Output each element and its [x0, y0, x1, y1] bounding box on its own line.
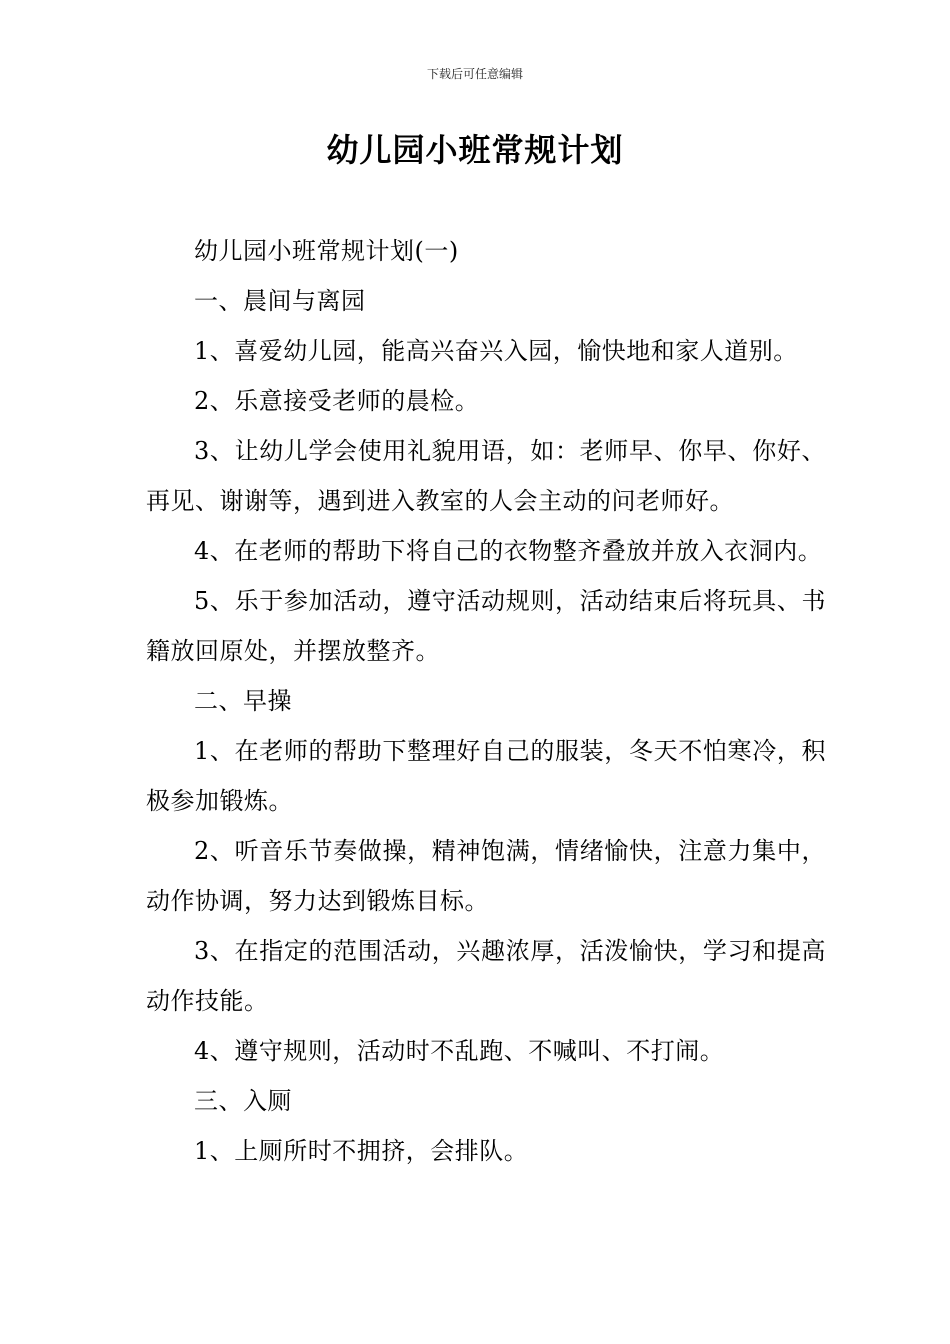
section-heading-exercise: 二、早操 — [194, 687, 292, 715]
paragraph: 2、乐意接受老师的晨检。 — [194, 387, 480, 415]
section-heading-toilet: 三、入厕 — [194, 1087, 292, 1115]
paragraph: 1、在老师的帮助下整理好自己的服装，冬天不怕寒冷，积极参加锻炼。 — [146, 737, 826, 815]
document-title: 幼儿园小班常规计划 — [326, 131, 624, 169]
paragraph-subtitle: 幼儿园小班常规计划(一) — [194, 237, 459, 265]
paragraph: 4、在老师的帮助下将自己的衣物整齐叠放并放入衣洞内。 — [194, 537, 823, 565]
paragraph: 3、让幼儿学会使用礼貌用语，如：老师早、你早、你好、再见、谢谢等，遇到进入教室的人会主动的问老师好。 — [146, 437, 826, 515]
section-heading-morning: 一、晨间与离园 — [194, 287, 366, 315]
header-note: 下载后可任意编辑 — [426, 67, 523, 81]
paragraph: 1、上厕所时不拥挤，会排队。 — [194, 1137, 529, 1165]
paragraph: 4、遵守规则，活动时不乱跑、不喊叫、不打闹。 — [194, 1037, 725, 1065]
paragraph: 1、喜爱幼儿园，能高兴奋兴入园，愉快地和家人道别。 — [194, 337, 798, 365]
document-body — [146, 226, 826, 1176]
paragraph: 2、听音乐节奏做操，精神饱满，情绪愉快，注意力集中，动作协调，努力达到锻炼目标。 — [146, 837, 826, 915]
paragraph: 5、乐于参加活动，遵守活动规则，活动结束后将玩具、书籍放回原处，并摆放整齐。 — [146, 587, 826, 665]
paragraph: 3、在指定的范围活动，兴趣浓厚，活泼愉快，学习和提高动作技能。 — [146, 937, 826, 1015]
